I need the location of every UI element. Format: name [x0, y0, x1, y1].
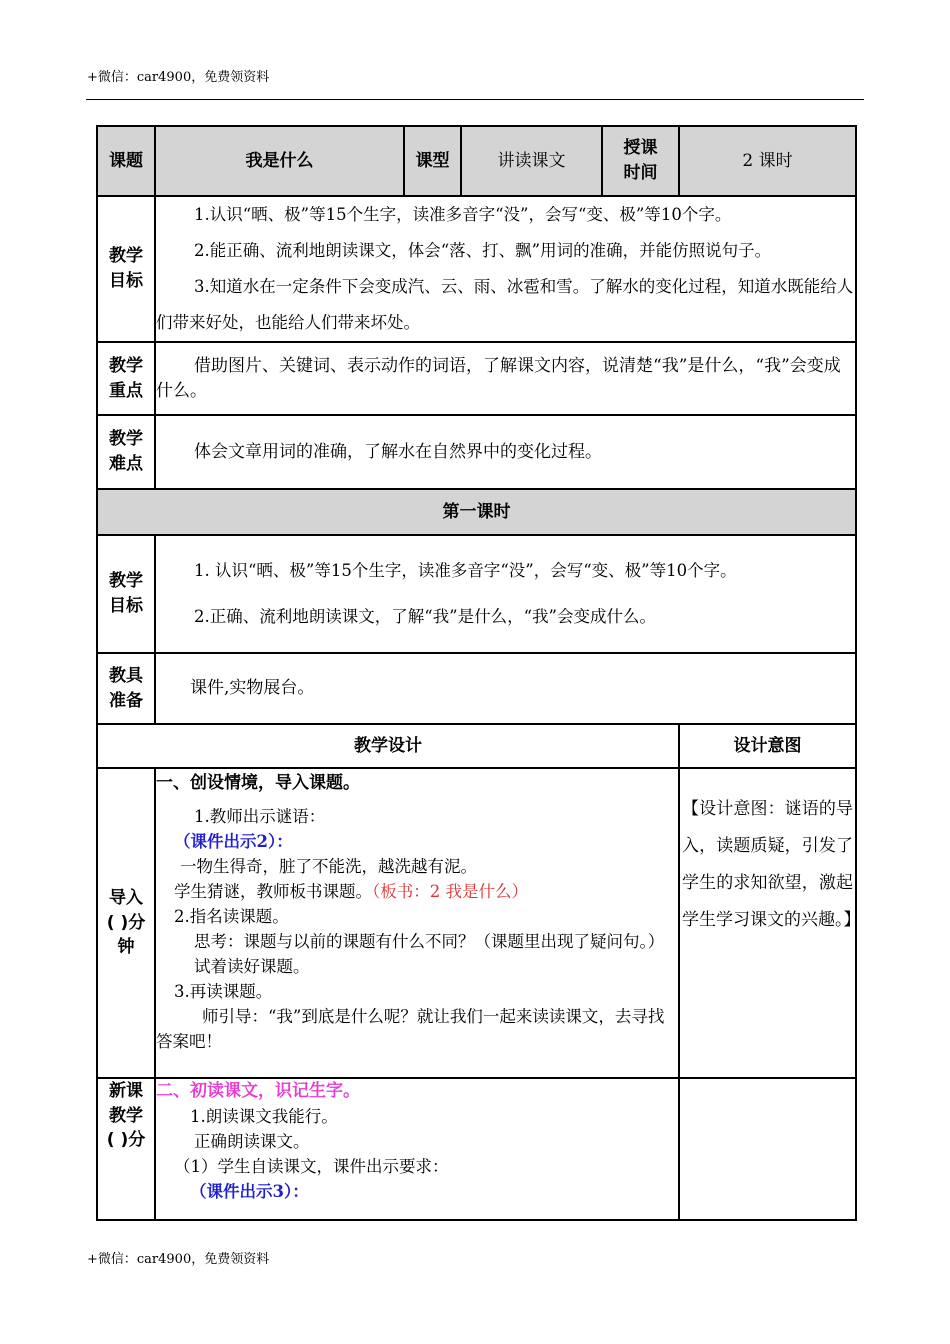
- time-value: 2 课时: [679, 126, 856, 196]
- focus-text: 借助图片、关键词、表示动作的词语，了解课文内容，说清楚“我”是什么，“我”会变成什么。: [156, 355, 841, 401]
- intro-try-read: 试着读好课题。: [194, 957, 310, 976]
- tools-content: [155, 653, 856, 724]
- topic-value: 我是什么: [155, 126, 404, 196]
- tools-label-line-1: 教具: [109, 665, 143, 686]
- goals-label-line-1: 教学: [109, 246, 143, 267]
- difficulty-label-line-1: 教学: [109, 429, 143, 450]
- tools-row: [97, 653, 856, 724]
- difficulty-label-line-2: 难点: [109, 454, 143, 474]
- goal-item: 2.能正确、流利地朗读课文，体会“落、打、飘”用词的准确，并能仿照说句子。: [194, 241, 772, 260]
- lesson-one-goals-label-line-2: 目标: [109, 596, 143, 616]
- intro-guide: 师引导：“我”到底是什么呢？就让我们一起来读读课文，去寻找答案吧！: [156, 1007, 665, 1051]
- info-row: [97, 126, 856, 196]
- goals-content: [155, 196, 856, 342]
- goals-label-line-2: 目标: [109, 271, 143, 291]
- intro-guess-line: [156, 879, 678, 904]
- header-watermark: +微信：car4900，免费领资料: [87, 70, 270, 85]
- time-label-line-2: 时间: [623, 163, 658, 183]
- new-lesson-line: （1）学生自读课文，课件出示要求：: [174, 1157, 449, 1176]
- new-lesson-label: [97, 1078, 155, 1220]
- intro-heading: 一、创设情境，导入课题。: [156, 773, 360, 793]
- intro-think: 思考：课题与以前的课题有什么不同？（课题里出现了疑问句。）: [194, 932, 665, 951]
- intro-board: （板书：2 我是什么）: [372, 882, 528, 901]
- lesson-one-goals-label-line-1: 教学: [109, 571, 143, 592]
- difficulty-row: [97, 415, 856, 489]
- design-header: 教学设计: [97, 724, 679, 768]
- lesson-one-goal-item: 1. 认识“晒、极”等15个生字，读准多音字“没”，会写“变、极”等10个字。: [194, 561, 737, 581]
- focus-label-line-1: 教学: [109, 355, 143, 376]
- lesson-one-goals-label: [97, 535, 155, 653]
- intro-intent-text: 【设计意图：谜语的导入，读题质疑，引发了学生的求知欲望，激起学生学习课文的兴趣。】: [682, 799, 861, 930]
- tools-label: [97, 653, 155, 724]
- focus-row: [97, 342, 856, 415]
- new-lesson-label-line-3: ( )分: [106, 1130, 146, 1151]
- time-label-line-1: 授课: [623, 138, 658, 159]
- lesson-one-title: 第一课时: [97, 489, 856, 535]
- tools-text: 课件,实物展台。: [190, 678, 315, 699]
- intro-line: 1.教师出示谜语：: [194, 807, 326, 826]
- type-value: 讲读课文: [461, 126, 602, 196]
- intro-intent: [679, 768, 861, 1078]
- intro-line: 3.再读课题。: [174, 982, 273, 1001]
- type-label: 课型: [404, 126, 461, 196]
- difficulty-label: [97, 415, 155, 489]
- design-header-row: [97, 724, 856, 768]
- topic-label: 课题: [97, 126, 155, 196]
- footer-watermark: +微信：car4900，免费领资料: [87, 1252, 270, 1267]
- new-lesson-line: 1.朗读课文我能行。: [190, 1107, 338, 1126]
- intro-label-line-3: 钟: [117, 937, 135, 958]
- lesson-one-goals-content: [155, 535, 856, 653]
- focus-label-line-2: 重点: [109, 380, 143, 401]
- focus-label: [97, 342, 155, 415]
- new-lesson-label-line-1: 新课: [109, 1081, 143, 1101]
- new-lesson-row: [97, 1078, 856, 1220]
- intro-content: [155, 768, 679, 1078]
- intro-label-line-1: 导入: [109, 888, 143, 909]
- lesson-one-goal-item: 2.正确、流利地朗读课文，了解“我”是什么，“我”会变成什么。: [194, 607, 656, 626]
- goal-item: 1.认识“晒、极”等15个生字，读准多音字“没”，会写“变、极”等10个字。: [194, 205, 732, 224]
- new-lesson-line: 正确朗读课文。: [194, 1132, 310, 1151]
- difficulty-content: [155, 415, 856, 489]
- tools-label-line-2: 准备: [109, 690, 143, 711]
- intro-label-line-2: ( )分: [106, 912, 146, 933]
- new-lesson-label-line-2: 教学: [109, 1105, 143, 1126]
- intro-line: 2.指名读课题。: [174, 907, 289, 926]
- new-lesson-heading: 二、初读课文，识记生字。: [156, 1081, 360, 1101]
- new-lesson-intent: [679, 1078, 856, 1220]
- new-lesson-courseware: （课件出示3）：: [190, 1182, 309, 1201]
- new-lesson-content: [155, 1078, 679, 1220]
- intro-riddle: 一物生得奇，脏了不能洗，越洗越有泥。: [180, 857, 477, 876]
- focus-content: [155, 342, 856, 415]
- intro-row: [97, 768, 856, 1078]
- lesson-plan-table: [96, 125, 861, 1221]
- difficulty-text: 体会文章用词的准确，了解水在自然界中的变化过程。: [194, 441, 602, 462]
- intro-guess: 学生猜谜，教师板书课题。: [174, 882, 372, 901]
- lesson-one-row: [97, 489, 856, 535]
- goals-label: [97, 196, 155, 342]
- time-label: [602, 126, 679, 196]
- header-rule: [86, 99, 864, 100]
- goals-row: [97, 196, 856, 342]
- goal-item: 3.知道水在一定条件下会变成汽、云、雨、冰雹和雪。了解水的变化过程，知道水既能给人们带来好处，也能给人们带来坏处。: [156, 277, 854, 332]
- intro-label: [97, 768, 155, 1078]
- intent-header: 设计意图: [679, 724, 856, 768]
- intro-courseware: （课件出示2）：: [174, 832, 293, 851]
- lesson-one-goals-row: [97, 535, 856, 653]
